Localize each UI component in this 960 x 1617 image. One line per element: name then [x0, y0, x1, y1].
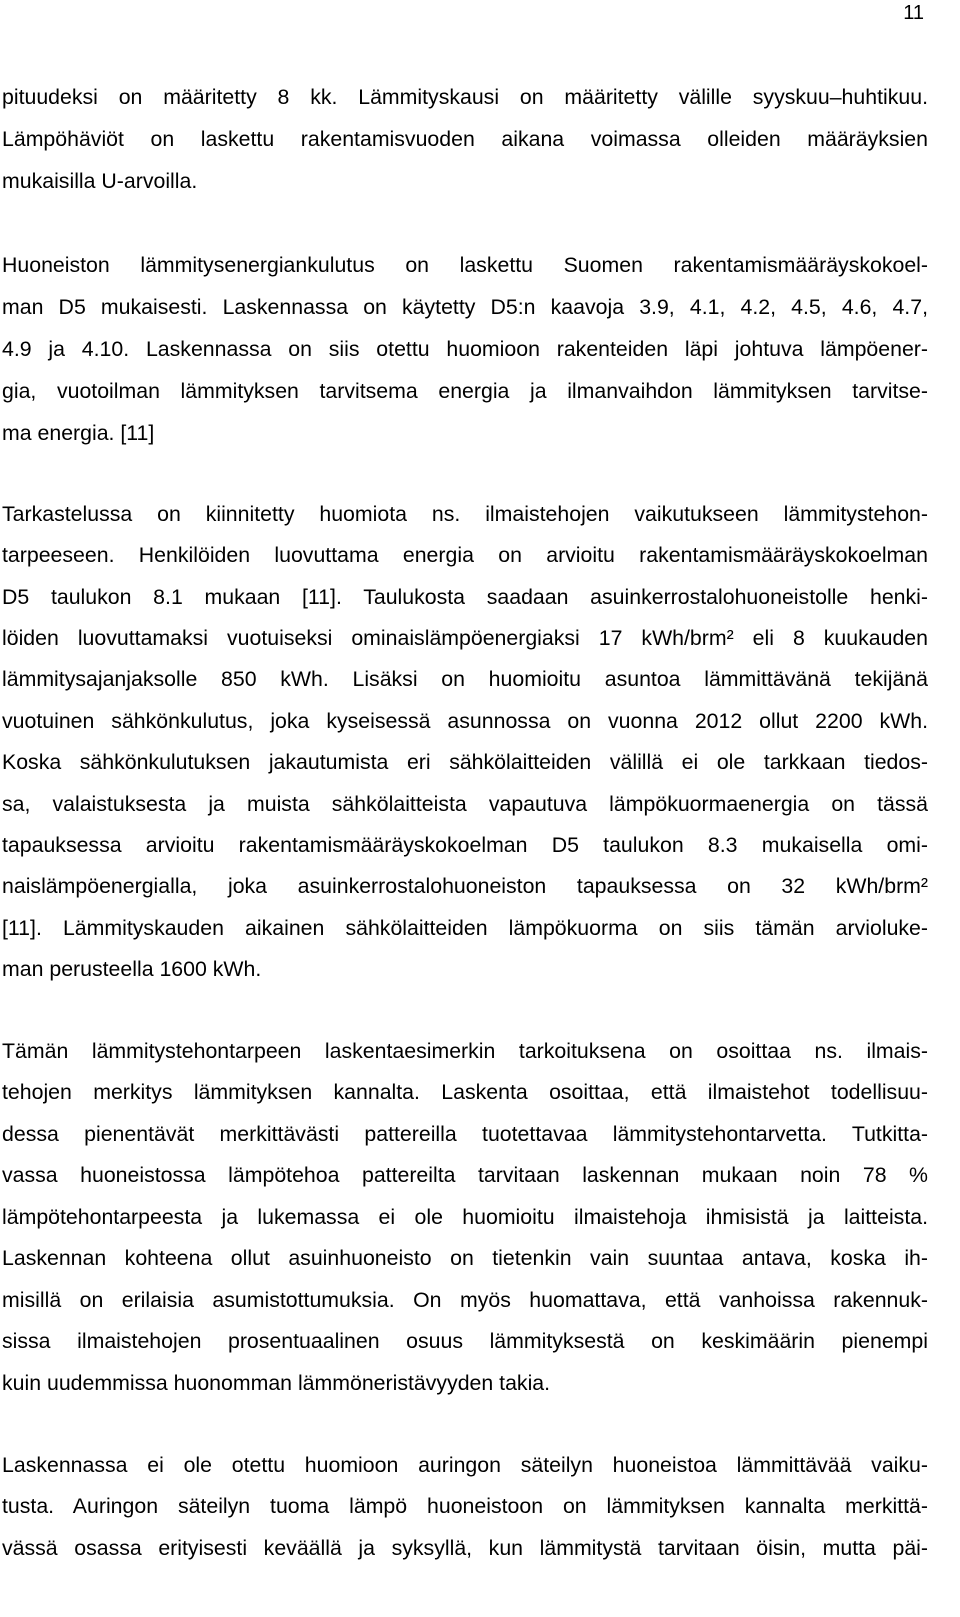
text-line: pituudeksi on määritetty 8 kk. Lämmityskausi on määritetty välille syyskuu–huhtikuu. — [2, 85, 928, 109]
text-line: kuin uudemmissa huonomman lämmöneristävyyden takia. — [2, 1371, 551, 1395]
text-line: tarpeeseen. Henkilöiden luovuttama energia on arvioitu rakentamismääräyskokoelman — [2, 543, 928, 567]
page-number: 11 — [903, 2, 924, 24]
text-line: Koska sähkönkulutuksen jakautumista eri sähkölaitteiden välillä ei ole tarkkaan tiedos- — [2, 750, 928, 774]
text-line: vässä osassa erityisesti keväällä ja syksyllä, kun lämmitystä tarvitaan öisin, mutta päi- — [2, 1536, 928, 1560]
text-line: sissa ilmaistehojen prosentuaalinen osuus lämmityksestä on keskimäärin pienempi — [2, 1329, 928, 1353]
text-line: misillä on erilaisia asumistottumuksia. On myös huomattava, että vanhoissa rakennuk- — [2, 1288, 928, 1312]
text-line: Laskennan kohteena ollut asuinhuoneisto on tietenkin vain suuntaa antava, koska ih- — [2, 1246, 928, 1270]
text-line: sa, valaistuksesta ja muista sähkölaitteista vapautuva lämpökuormaenergia on tässä — [2, 792, 928, 816]
text-line: Laskennassa ei ole otettu huomioon auringon säteilyn huoneistoa lämmittävää vaiku- — [2, 1453, 928, 1477]
text-line: naislämpöenergialla, joka asuinkerrostalohuoneiston tapauksessa on 32 kWh/brm² — [2, 874, 928, 898]
text-line: gia, vuotoilman lämmityksen tarvitsema energia ja ilmanvaihdon lämmityksen tarvitse- — [2, 379, 928, 403]
text-line: man D5 mukaisesti. Laskennassa on käytetty D5:n kaavoja 3.9, 4.1, 4.2, 4.5, 4.6, 4.7, — [2, 295, 928, 319]
text-line: lämmitysajanjaksolle 850 kWh. Lisäksi on huomioitu asuntoa lämmittävänä tekijänä — [2, 667, 928, 691]
text-line: Tarkastelussa on kiinnitetty huomiota ns. ilmaistehojen vaikutukseen lämmitystehon- — [2, 502, 928, 526]
text-line: vuotuinen sähkönkulutus, joka kyseisessä asunnossa on vuonna 2012 ollut 2200 kWh. — [2, 709, 928, 733]
text-line: tehojen merkitys lämmityksen kannalta. Laskenta osoittaa, että ilmaistehot todellisuu- — [2, 1080, 928, 1104]
text-line: tapauksessa arvioitu rakentamismääräyskokoelman D5 taulukon 8.3 mukaisella omi- — [2, 833, 928, 857]
text-line: Huoneiston lämmitysenergiankulutus on laskettu Suomen rakentamismääräyskokoel- — [2, 253, 928, 277]
text-line: Tämän lämmitystehontarpeen laskentaesimerkin tarkoituksena on osoittaa ns. ilmais- — [2, 1039, 928, 1063]
text-line: Lämpöhäviöt on laskettu rakentamisvuoden aikana voimassa olleiden määräyksien — [2, 127, 928, 151]
text-line: löiden luovuttamaksi vuotuiseksi ominaislämpöenergiaksi 17 kWh/brm² eli 8 kuukauden — [2, 626, 928, 650]
text-line: vassa huoneistossa lämpötehoa pattereilta tarvitaan laskennan mukaan noin 78 % — [2, 1163, 928, 1187]
text-line: 4.9 ja 4.10. Laskennassa on siis otettu huomioon rakenteiden läpi johtuva lämpöener- — [2, 337, 928, 361]
text-line: tusta. Auringon säteilyn tuoma lämpö huoneistoon on lämmityksen kannalta merkittä- — [2, 1494, 928, 1518]
text-line: man perusteella 1600 kWh. — [2, 957, 262, 981]
text-line: ma energia. [11] — [2, 421, 155, 445]
text-line: D5 taulukon 8.1 mukaan [11]. Taulukosta saadaan asuinkerrostalohuoneistolle henki- — [2, 585, 928, 609]
text-line: dessa pienentävät merkittävästi pattereilla tuotettavaa lämmitystehontarvetta. Tutkitta- — [2, 1122, 928, 1146]
text-line: [11]. Lämmityskauden aikainen sähkölaitteiden lämpökuorma on siis tämän arvioluke- — [2, 916, 928, 940]
text-line: lämpötehontarpeesta ja lukemassa ei ole huomioitu ilmaistehoja ihmisistä ja laitteista. — [2, 1205, 928, 1229]
text-line: mukaisilla U-arvoilla. — [2, 169, 198, 193]
